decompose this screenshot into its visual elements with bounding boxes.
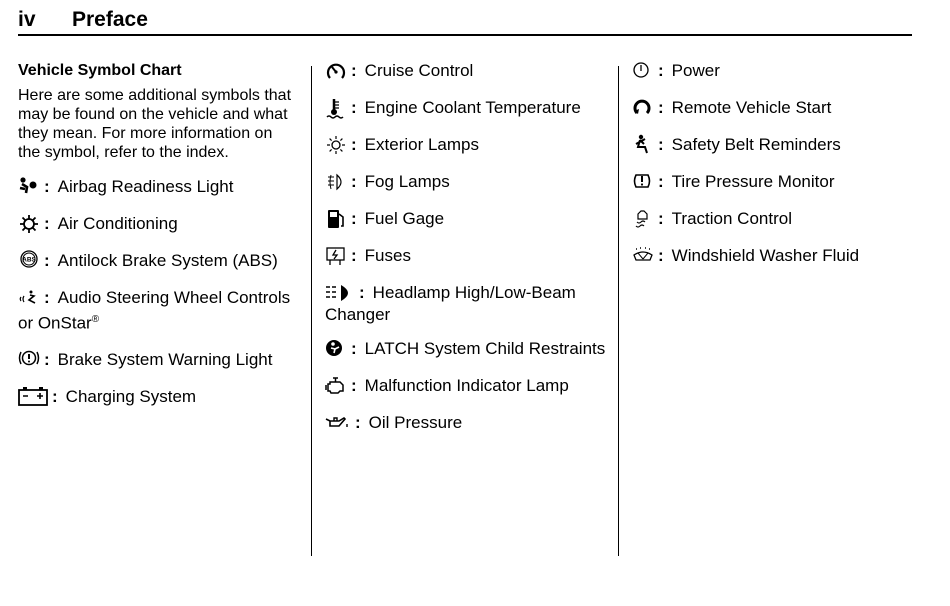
- item-label: Air Conditioning: [57, 214, 178, 233]
- list-item: : Malfunction Indicator Lamp: [325, 375, 615, 397]
- item-label: Charging System: [65, 386, 197, 406]
- list-item: : Airbag Readiness Light: [18, 176, 293, 198]
- item-label: Headlamp High/Low-Beam Changer: [325, 283, 576, 324]
- headlamp-icon: [325, 282, 355, 304]
- list-item: : Air Conditioning: [18, 213, 293, 235]
- item-label: Audio Steering Wheel Controls or OnStar: [18, 288, 291, 333]
- list-item: : Headlamp High/Low-Beam Changer: [325, 283, 576, 324]
- airbag-icon: [18, 176, 40, 198]
- oil-can-icon: [325, 412, 351, 434]
- item-label: Antilock Brake System (ABS): [57, 251, 278, 270]
- list-item: : Safety Belt Reminders: [632, 134, 922, 156]
- exterior-lamps-icon: [325, 134, 347, 156]
- section-title: Vehicle Symbol Chart: [18, 62, 182, 79]
- air-conditioning-icon: [18, 213, 40, 235]
- list-item: : Fuses: [325, 245, 615, 267]
- page-number: iv: [18, 8, 36, 31]
- column-1: [18, 60, 293, 423]
- item-label: Tire Pressure Monitor: [671, 172, 835, 191]
- page-title: Preface: [72, 8, 148, 31]
- item-label: Power: [671, 61, 720, 80]
- list-item: : Tire Pressure Monitor: [632, 171, 922, 193]
- item-label: Remote Vehicle Start: [671, 98, 832, 117]
- list-item: : Windshield Washer Fluid: [632, 245, 922, 267]
- item-label: Exterior Lamps: [364, 135, 479, 154]
- list-item: : Remote Vehicle Start: [632, 97, 922, 119]
- column-3: [632, 60, 922, 282]
- item-label: Fuel Gage: [364, 209, 445, 228]
- list-item: ABS : Antilock Brake System (ABS): [18, 250, 293, 272]
- item-label: Airbag Readiness Light: [57, 177, 234, 196]
- item-label: Cruise Control: [364, 61, 474, 80]
- audio-steering-icon: [18, 287, 40, 309]
- item-label: Fog Lamps: [364, 172, 450, 191]
- list-item: : Exterior Lamps: [325, 134, 615, 156]
- fuel-pump-icon: [325, 208, 347, 230]
- list-item: : Brake System Warning Light: [18, 349, 293, 371]
- coolant-temperature-icon: [325, 97, 347, 119]
- item-label: Engine Coolant Temperature: [364, 98, 581, 117]
- list-item: : Charging System: [18, 386, 293, 408]
- svg-text:ABS: ABS: [22, 256, 36, 264]
- list-item: : LATCH System Child Restraints: [325, 338, 615, 360]
- page-header: [18, 6, 912, 36]
- list-item: : Fog Lamps: [325, 171, 615, 193]
- traction-control-icon: [632, 208, 654, 230]
- list-item: : Fuel Gage: [325, 208, 615, 230]
- seat-belt-icon: [632, 134, 654, 156]
- registered-mark: ®: [91, 314, 100, 325]
- item-label: Traction Control: [671, 209, 792, 228]
- list-item: : Traction Control: [632, 208, 922, 230]
- intro-paragraph: Here are some additional symbols that may be found on the vehicle and what they mean. For more information on the symbol, refer to the index.: [18, 87, 292, 161]
- item-label: Safety Belt Reminders: [671, 135, 841, 154]
- item-label: Brake System Warning Light: [57, 349, 273, 369]
- item-label: LATCH System Child Restraints: [364, 339, 606, 358]
- remote-start-icon: [632, 97, 654, 119]
- washer-fluid-icon: [632, 245, 654, 267]
- column-divider: [618, 66, 619, 556]
- latch-child-seat-icon: [325, 338, 347, 360]
- column-2: [325, 60, 615, 449]
- tire-pressure-icon: [632, 171, 654, 193]
- item-label: Fuses: [364, 246, 411, 265]
- list-item: : Power: [632, 60, 922, 82]
- item-label: Windshield Washer Fluid: [671, 246, 860, 265]
- list-item: : Cruise Control: [325, 60, 615, 82]
- battery-icon: [18, 386, 48, 408]
- power-icon: [632, 60, 654, 82]
- brake-warning-icon: [18, 349, 40, 371]
- fuses-icon: [325, 245, 347, 267]
- cruise-control-icon: [325, 60, 347, 82]
- fog-lamps-icon: [325, 171, 347, 193]
- item-label: Oil Pressure: [368, 413, 463, 432]
- abs-icon: [18, 250, 40, 272]
- list-item: : Engine Coolant Temperature: [325, 97, 615, 119]
- engine-check-icon: [325, 375, 347, 397]
- list-item: : Oil Pressure: [325, 412, 615, 434]
- column-divider: [311, 66, 312, 556]
- item-label: Malfunction Indicator Lamp: [364, 376, 569, 395]
- list-item: : Audio Steering Wheel Controls or OnStar®: [18, 288, 291, 333]
